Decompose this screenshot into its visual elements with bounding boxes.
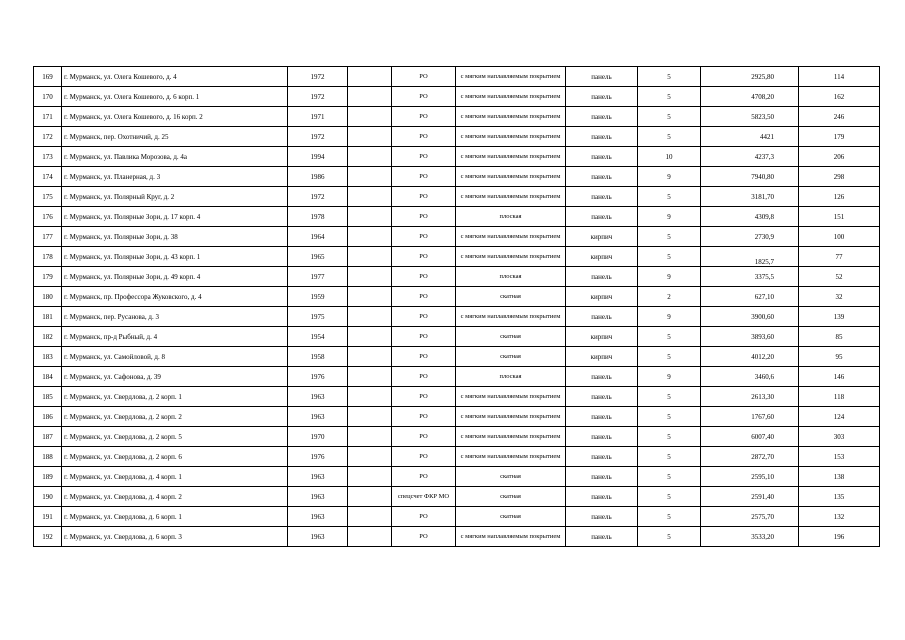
- area-cell: 3460,6: [701, 367, 799, 387]
- address-cell: г. Мурманск, ул. Полярные Зори, д. 49 корп. 4: [62, 267, 288, 287]
- year-cell: 1965: [288, 247, 348, 267]
- year-cell: 1963: [288, 527, 348, 547]
- area-cell: 5823,50: [701, 107, 799, 127]
- address-cell: г. Мурманск, ул. Планерная, д. 3: [62, 167, 288, 187]
- roof-type-cell: скатная: [456, 327, 566, 347]
- address-cell: г. Мурманск, ул. Полярный Круг, д. 2: [62, 187, 288, 207]
- row-number-cell: 191: [34, 507, 62, 527]
- area-cell: 627,10: [701, 287, 799, 307]
- residents-cell: 85: [799, 327, 880, 347]
- empty-cell: [348, 147, 392, 167]
- table-row: [34, 267, 880, 287]
- address-cell: г. Мурманск, ул. Свердлова, д. 6 корп. 1: [62, 507, 288, 527]
- roof-type-cell: с мягким наплавляемым покрытием: [456, 87, 566, 107]
- address-cell: г. Мурманск, ул. Олега Кошевого, д. 6 корп. 1: [62, 87, 288, 107]
- empty-cell: [348, 287, 392, 307]
- floors-cell: 5: [638, 387, 701, 407]
- fund-method-cell: РО: [392, 387, 456, 407]
- fund-method-cell: спецсчет ФКР МО: [392, 487, 456, 507]
- address-cell: г. Мурманск, ул. Полярные Зори, д. 17 корп. 4: [62, 207, 288, 227]
- residents-cell: 135: [799, 487, 880, 507]
- residents-cell: 179: [799, 127, 880, 147]
- row-number-cell: 182: [34, 327, 62, 347]
- area-cell: 3893,60: [701, 327, 799, 347]
- row-number-cell: 183: [34, 347, 62, 367]
- row-number-cell: 185: [34, 387, 62, 407]
- year-cell: 1977: [288, 267, 348, 287]
- table-row: [34, 107, 880, 127]
- fund-method-cell: РО: [392, 347, 456, 367]
- roof-type-cell: с мягким наплавляемым покрытием: [456, 127, 566, 147]
- address-cell: г. Мурманск, пр. Профессора Жуковского, д. 4: [62, 287, 288, 307]
- year-cell: 1972: [288, 127, 348, 147]
- wall-material-cell: кирпич: [566, 227, 638, 247]
- fund-method-cell: РО: [392, 67, 456, 87]
- table-row: [34, 427, 880, 447]
- row-number-cell: 180: [34, 287, 62, 307]
- residents-cell: 206: [799, 147, 880, 167]
- table-row: [34, 447, 880, 467]
- year-cell: 1959: [288, 287, 348, 307]
- wall-material-cell: панель: [566, 527, 638, 547]
- empty-cell: [348, 187, 392, 207]
- fund-method-cell: РО: [392, 367, 456, 387]
- wall-material-cell: панель: [566, 447, 638, 467]
- address-cell: г. Мурманск, ул. Олега Кошевого, д. 16 корп. 2: [62, 107, 288, 127]
- area-cell: 4708,20: [701, 87, 799, 107]
- roof-type-cell: скатная: [456, 347, 566, 367]
- row-number-cell: 189: [34, 467, 62, 487]
- year-cell: 1963: [288, 507, 348, 527]
- address-cell: г. Мурманск, ул. Полярные Зори, д. 38: [62, 227, 288, 247]
- area-cell: 4012,20: [701, 347, 799, 367]
- row-number-cell: 173: [34, 147, 62, 167]
- residents-cell: 153: [799, 447, 880, 467]
- floors-cell: 5: [638, 507, 701, 527]
- table-row: [34, 167, 880, 187]
- area-cell: 1767,60: [701, 407, 799, 427]
- area-cell: 4237,3: [701, 147, 799, 167]
- residents-cell: 52: [799, 267, 880, 287]
- address-cell: г. Мурманск, ул. Полярные Зори, д. 43 корп. 1: [62, 247, 288, 267]
- area-cell: 3181,70: [701, 187, 799, 207]
- address-cell: г. Мурманск, ул. Свердлова, д. 2 корп. 2: [62, 407, 288, 427]
- row-number-cell: 177: [34, 227, 62, 247]
- roof-type-cell: с мягким наплавляемым покрытием: [456, 427, 566, 447]
- area-cell: 2591,40: [701, 487, 799, 507]
- area-cell: 1825,7: [701, 247, 799, 267]
- year-cell: 1972: [288, 87, 348, 107]
- empty-cell: [348, 487, 392, 507]
- year-cell: 1972: [288, 187, 348, 207]
- floors-cell: 5: [638, 247, 701, 267]
- row-number-cell: 171: [34, 107, 62, 127]
- year-cell: 1986: [288, 167, 348, 187]
- fund-method-cell: РО: [392, 407, 456, 427]
- empty-cell: [348, 87, 392, 107]
- roof-type-cell: плоская: [456, 207, 566, 227]
- wall-material-cell: панель: [566, 407, 638, 427]
- table-row: [34, 307, 880, 327]
- table-row: [34, 507, 880, 527]
- roof-type-cell: плоская: [456, 267, 566, 287]
- floors-cell: 5: [638, 347, 701, 367]
- table-row: [34, 367, 880, 387]
- fund-method-cell: РО: [392, 187, 456, 207]
- wall-material-cell: панель: [566, 307, 638, 327]
- row-number-cell: 178: [34, 247, 62, 267]
- table-row: [34, 67, 880, 87]
- address-cell: г. Мурманск, пер. Охотничий, д. 25: [62, 127, 288, 147]
- year-cell: 1963: [288, 387, 348, 407]
- fund-method-cell: РО: [392, 427, 456, 447]
- address-cell: г. Мурманск, ул. Свердлова, д. 6 корп. 3: [62, 527, 288, 547]
- table-row: [34, 147, 880, 167]
- year-cell: 1976: [288, 367, 348, 387]
- address-cell: г. Мурманск, ул. Свердлова, д. 2 корп. 1: [62, 387, 288, 407]
- residents-cell: 95: [799, 347, 880, 367]
- year-cell: 1994: [288, 147, 348, 167]
- area-cell: 2925,80: [701, 67, 799, 87]
- fund-method-cell: РО: [392, 247, 456, 267]
- residents-cell: 298: [799, 167, 880, 187]
- residents-cell: 118: [799, 387, 880, 407]
- roof-type-cell: скатная: [456, 467, 566, 487]
- floors-cell: 5: [638, 327, 701, 347]
- address-cell: г. Мурманск, пер. Русанова, д. 3: [62, 307, 288, 327]
- fund-method-cell: РО: [392, 87, 456, 107]
- wall-material-cell: панель: [566, 467, 638, 487]
- empty-cell: [348, 167, 392, 187]
- year-cell: 1963: [288, 407, 348, 427]
- roof-type-cell: скатная: [456, 507, 566, 527]
- area-cell: 3533,20: [701, 527, 799, 547]
- empty-cell: [348, 267, 392, 287]
- year-cell: 1963: [288, 487, 348, 507]
- floors-cell: 5: [638, 527, 701, 547]
- empty-cell: [348, 367, 392, 387]
- area-cell: 2730,9: [701, 227, 799, 247]
- floors-cell: 5: [638, 127, 701, 147]
- floors-cell: 5: [638, 107, 701, 127]
- empty-cell: [348, 427, 392, 447]
- area-cell: 4309,8: [701, 207, 799, 227]
- fund-method-cell: РО: [392, 147, 456, 167]
- row-number-cell: 170: [34, 87, 62, 107]
- area-cell: 6007,40: [701, 427, 799, 447]
- row-number-cell: 181: [34, 307, 62, 327]
- address-cell: г. Мурманск, ул. Павлика Морозова, д. 4а: [62, 147, 288, 167]
- area-cell: 3900,60: [701, 307, 799, 327]
- floors-cell: 9: [638, 207, 701, 227]
- table-row: [34, 387, 880, 407]
- fund-method-cell: РО: [392, 447, 456, 467]
- roof-type-cell: с мягким наплавляемым покрытием: [456, 167, 566, 187]
- wall-material-cell: кирпич: [566, 327, 638, 347]
- empty-cell: [348, 467, 392, 487]
- year-cell: 1958: [288, 347, 348, 367]
- roof-type-cell: с мягким наплавляемым покрытием: [456, 527, 566, 547]
- empty-cell: [348, 207, 392, 227]
- table-row: [34, 407, 880, 427]
- roof-type-cell: с мягким наплавляемым покрытием: [456, 447, 566, 467]
- fund-method-cell: РО: [392, 107, 456, 127]
- wall-material-cell: панель: [566, 67, 638, 87]
- fund-method-cell: РО: [392, 287, 456, 307]
- fund-method-cell: РО: [392, 207, 456, 227]
- wall-material-cell: панель: [566, 367, 638, 387]
- empty-cell: [348, 327, 392, 347]
- fund-method-cell: РО: [392, 327, 456, 347]
- floors-cell: 10: [638, 147, 701, 167]
- row-number-cell: 188: [34, 447, 62, 467]
- empty-cell: [348, 127, 392, 147]
- area-cell: 3375,5: [701, 267, 799, 287]
- residents-cell: 77: [799, 247, 880, 267]
- year-cell: 1970: [288, 427, 348, 447]
- wall-material-cell: панель: [566, 267, 638, 287]
- area-cell: 2575,70: [701, 507, 799, 527]
- table-row: [34, 207, 880, 227]
- floors-cell: 5: [638, 187, 701, 207]
- roof-type-cell: скатная: [456, 487, 566, 507]
- floors-cell: 5: [638, 447, 701, 467]
- residents-cell: 32: [799, 287, 880, 307]
- row-number-cell: 169: [34, 67, 62, 87]
- address-cell: г. Мурманск, ул. Свердлова, д. 2 корп. 5: [62, 427, 288, 447]
- residents-cell: 126: [799, 187, 880, 207]
- row-number-cell: 176: [34, 207, 62, 227]
- year-cell: 1978: [288, 207, 348, 227]
- residents-cell: 196: [799, 527, 880, 547]
- empty-cell: [348, 227, 392, 247]
- empty-cell: [348, 447, 392, 467]
- empty-cell: [348, 507, 392, 527]
- area-cell: 2613,30: [701, 387, 799, 407]
- roof-type-cell: плоская: [456, 367, 566, 387]
- empty-cell: [348, 527, 392, 547]
- empty-cell: [348, 387, 392, 407]
- address-cell: г. Мурманск, ул. Свердлова, д. 4 корп. 2: [62, 487, 288, 507]
- empty-cell: [348, 307, 392, 327]
- wall-material-cell: панель: [566, 167, 638, 187]
- row-number-cell: 192: [34, 527, 62, 547]
- empty-cell: [348, 67, 392, 87]
- table-row: [34, 87, 880, 107]
- floors-cell: 2: [638, 287, 701, 307]
- roof-type-cell: скатная: [456, 287, 566, 307]
- row-number-cell: 172: [34, 127, 62, 147]
- residents-cell: 151: [799, 207, 880, 227]
- residents-cell: 100: [799, 227, 880, 247]
- floors-cell: 5: [638, 427, 701, 447]
- residents-cell: 132: [799, 507, 880, 527]
- roof-type-cell: с мягким наплавляемым покрытием: [456, 187, 566, 207]
- empty-cell: [348, 347, 392, 367]
- wall-material-cell: панель: [566, 387, 638, 407]
- year-cell: 1975: [288, 307, 348, 327]
- fund-method-cell: РО: [392, 507, 456, 527]
- row-number-cell: 190: [34, 487, 62, 507]
- floors-cell: 9: [638, 307, 701, 327]
- wall-material-cell: панель: [566, 127, 638, 147]
- floors-cell: 9: [638, 167, 701, 187]
- empty-cell: [348, 407, 392, 427]
- table-row: [34, 527, 880, 547]
- wall-material-cell: кирпич: [566, 347, 638, 367]
- table-row: [34, 347, 880, 367]
- row-number-cell: 174: [34, 167, 62, 187]
- residents-cell: 162: [799, 87, 880, 107]
- wall-material-cell: кирпич: [566, 247, 638, 267]
- table-row: [34, 287, 880, 307]
- fund-method-cell: РО: [392, 467, 456, 487]
- residents-cell: 303: [799, 427, 880, 447]
- wall-material-cell: кирпич: [566, 287, 638, 307]
- row-number-cell: 175: [34, 187, 62, 207]
- address-cell: г. Мурманск, ул. Самойловой, д. 8: [62, 347, 288, 367]
- fund-method-cell: РО: [392, 167, 456, 187]
- address-cell: г. Мурманск, пр-д Рыбный, д. 4: [62, 327, 288, 347]
- wall-material-cell: панель: [566, 207, 638, 227]
- wall-material-cell: панель: [566, 107, 638, 127]
- table-row: [34, 187, 880, 207]
- area-cell: 4421: [701, 127, 799, 147]
- address-cell: г. Мурманск, ул. Свердлова, д. 2 корп. 6: [62, 447, 288, 467]
- residents-cell: 114: [799, 67, 880, 87]
- housing-table: [33, 66, 880, 547]
- address-cell: г. Мурманск, ул. Свердлова, д. 4 корп. 1: [62, 467, 288, 487]
- fund-method-cell: РО: [392, 307, 456, 327]
- address-cell: г. Мурманск, ул. Олега Кошевого, д. 4: [62, 67, 288, 87]
- wall-material-cell: панель: [566, 87, 638, 107]
- residents-cell: 138: [799, 467, 880, 487]
- floors-cell: 5: [638, 227, 701, 247]
- floors-cell: 5: [638, 407, 701, 427]
- row-number-cell: 186: [34, 407, 62, 427]
- floors-cell: 5: [638, 467, 701, 487]
- roof-type-cell: с мягким наплавляемым покрытием: [456, 307, 566, 327]
- floors-cell: 5: [638, 487, 701, 507]
- empty-cell: [348, 107, 392, 127]
- table-row: [34, 127, 880, 147]
- roof-type-cell: с мягким наплавляемым покрытием: [456, 387, 566, 407]
- area-cell: 7940,80: [701, 167, 799, 187]
- residents-cell: 146: [799, 367, 880, 387]
- fund-method-cell: РО: [392, 527, 456, 547]
- year-cell: 1972: [288, 67, 348, 87]
- year-cell: 1964: [288, 227, 348, 247]
- table-body: [34, 67, 880, 547]
- year-cell: 1971: [288, 107, 348, 127]
- year-cell: 1976: [288, 447, 348, 467]
- wall-material-cell: панель: [566, 147, 638, 167]
- roof-type-cell: с мягким наплавляемым покрытием: [456, 247, 566, 267]
- wall-material-cell: панель: [566, 187, 638, 207]
- row-number-cell: 184: [34, 367, 62, 387]
- fund-method-cell: РО: [392, 127, 456, 147]
- roof-type-cell: с мягким наплавляемым покрытием: [456, 67, 566, 87]
- row-number-cell: 179: [34, 267, 62, 287]
- wall-material-cell: панель: [566, 507, 638, 527]
- table-row: [34, 327, 880, 347]
- floors-cell: 5: [638, 87, 701, 107]
- fund-method-cell: РО: [392, 227, 456, 247]
- table-row: [34, 227, 880, 247]
- roof-type-cell: с мягким наплавляемым покрытием: [456, 147, 566, 167]
- floors-cell: 9: [638, 267, 701, 287]
- fund-method-cell: РО: [392, 267, 456, 287]
- empty-cell: [348, 247, 392, 267]
- roof-type-cell: с мягким наплавляемым покрытием: [456, 407, 566, 427]
- table-row: [34, 247, 880, 267]
- floors-cell: 5: [638, 67, 701, 87]
- floors-cell: 9: [638, 367, 701, 387]
- year-cell: 1954: [288, 327, 348, 347]
- wall-material-cell: панель: [566, 427, 638, 447]
- roof-type-cell: с мягким наплавляемым покрытием: [456, 227, 566, 247]
- residents-cell: 139: [799, 307, 880, 327]
- area-cell: 2872,70: [701, 447, 799, 467]
- row-number-cell: 187: [34, 427, 62, 447]
- table-row: [34, 467, 880, 487]
- roof-type-cell: с мягким наплавляемым покрытием: [456, 107, 566, 127]
- area-cell: 2595,10: [701, 467, 799, 487]
- residents-cell: 124: [799, 407, 880, 427]
- table-row: [34, 487, 880, 507]
- residents-cell: 246: [799, 107, 880, 127]
- address-cell: г. Мурманск, ул. Сафонова, д. 39: [62, 367, 288, 387]
- wall-material-cell: панель: [566, 487, 638, 507]
- year-cell: 1963: [288, 467, 348, 487]
